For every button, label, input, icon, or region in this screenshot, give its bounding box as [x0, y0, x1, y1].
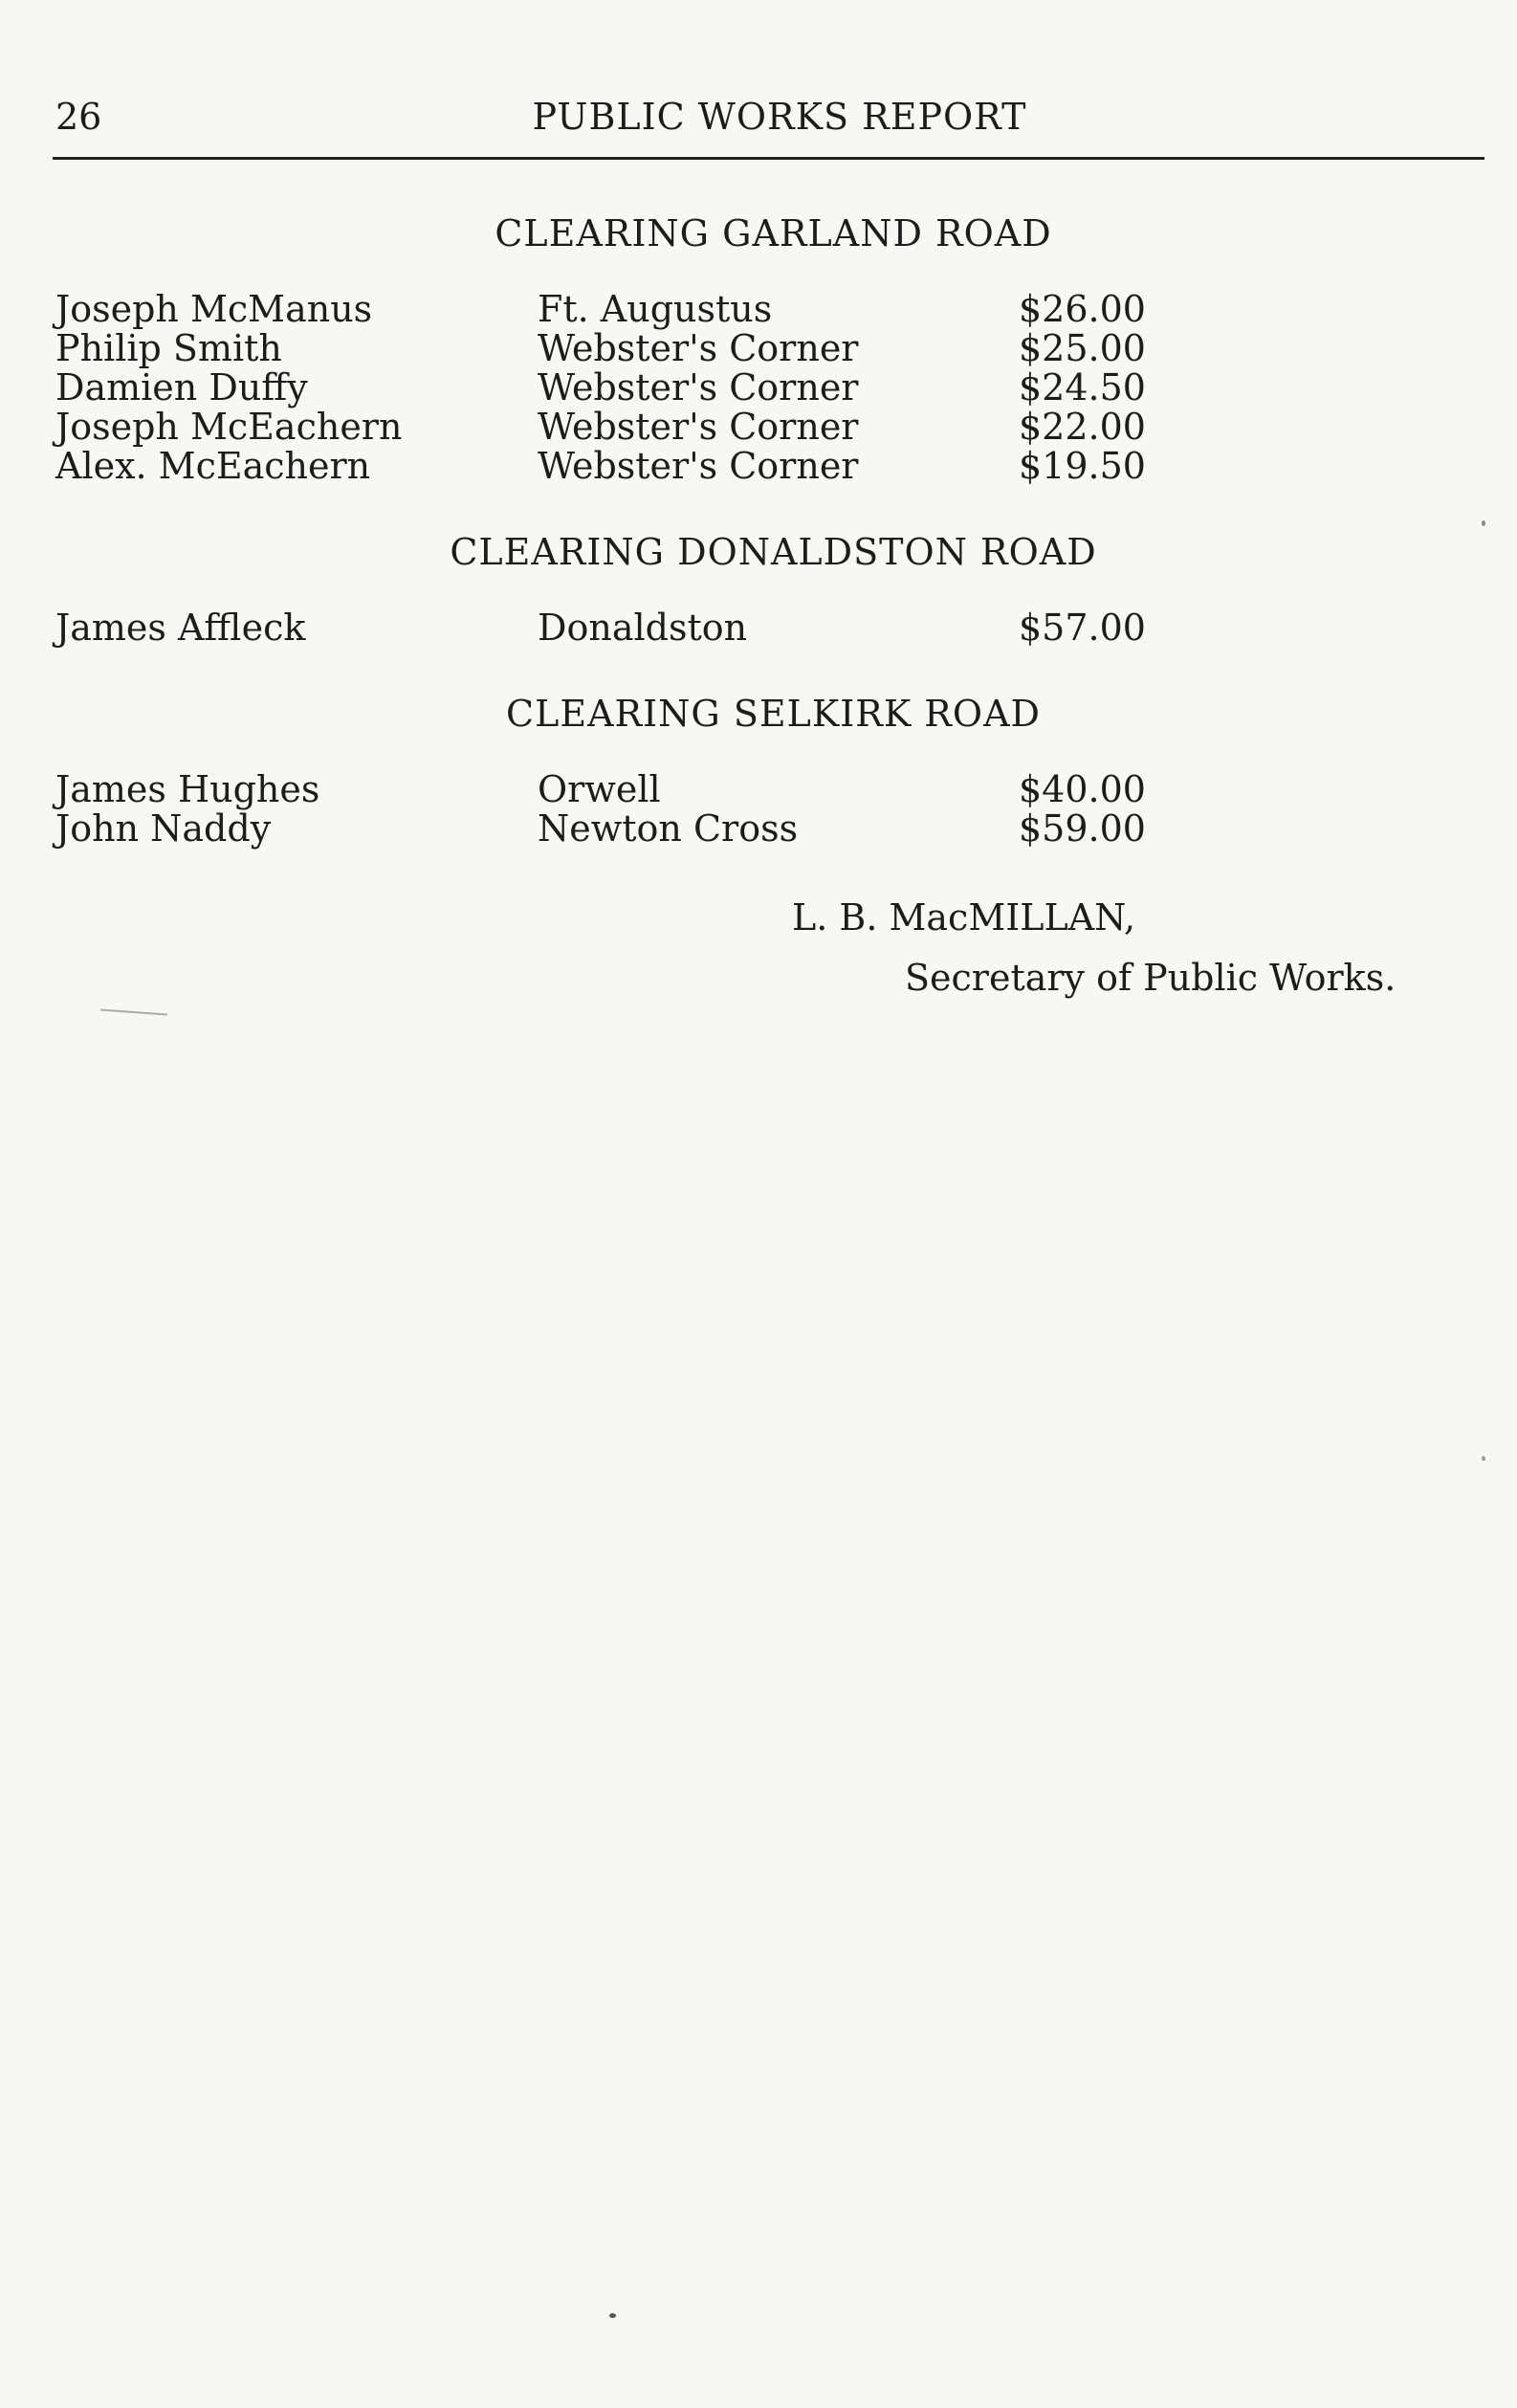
running-head: PUBLIC WORKS REPORT: [532, 96, 1027, 138]
payee-name: Philip Smith: [55, 327, 282, 369]
table-row: [0, 289, 1517, 329]
signatory-title: Secretary of Public Works.: [905, 957, 1396, 999]
payee-place: Orwell: [538, 768, 661, 810]
table-row: [0, 407, 1517, 447]
header-rule: [53, 157, 1484, 160]
payee-amount: $59.00: [1019, 807, 1146, 850]
payee-place: Donaldston: [538, 607, 748, 649]
table-row: [0, 769, 1517, 809]
table-row: [0, 328, 1517, 368]
payee-place: Webster's Corner: [538, 445, 859, 487]
page-number: 26: [55, 96, 102, 138]
payee-place: Ft. Augustus: [538, 288, 773, 330]
section-title: CLEARING DONALDSTON ROAD: [450, 531, 1097, 573]
payee-name: Joseph McEachern: [55, 406, 403, 448]
payee-amount: $22.00: [1019, 406, 1146, 448]
payee-amount: $57.00: [1019, 607, 1146, 649]
table-row: [0, 808, 1517, 849]
payee-name: James Affleck: [55, 607, 306, 649]
payee-amount: $26.00: [1019, 288, 1146, 330]
signatory-name: L. B. MacMILLAN,: [792, 896, 1136, 939]
payee-amount: $19.50: [1019, 445, 1146, 487]
section-title: CLEARING SELKIRK ROAD: [506, 693, 1041, 735]
payee-name: Alex. McEachern: [55, 445, 371, 487]
payee-name: Damien Duffy: [55, 366, 308, 409]
section-title: CLEARING GARLAND ROAD: [495, 212, 1052, 254]
scan-speck: [609, 2313, 616, 2318]
payee-name: Joseph McManus: [55, 288, 373, 330]
payee-name: James Hughes: [55, 768, 320, 810]
scan-smudge: [100, 1009, 167, 1016]
table-row: [0, 446, 1517, 486]
table-row: [0, 608, 1517, 648]
scan-speck: [1482, 1456, 1485, 1461]
payee-amount: $25.00: [1019, 327, 1146, 369]
payee-place: Webster's Corner: [538, 327, 859, 369]
payee-place: Webster's Corner: [538, 366, 859, 409]
payee-amount: $40.00: [1019, 768, 1146, 810]
payee-place: Newton Cross: [538, 807, 799, 850]
table-row: [0, 367, 1517, 408]
payee-place: Webster's Corner: [538, 406, 859, 448]
scan-speck: [1482, 520, 1485, 526]
payee-amount: $24.50: [1019, 366, 1146, 409]
payee-name: John Naddy: [55, 807, 272, 850]
